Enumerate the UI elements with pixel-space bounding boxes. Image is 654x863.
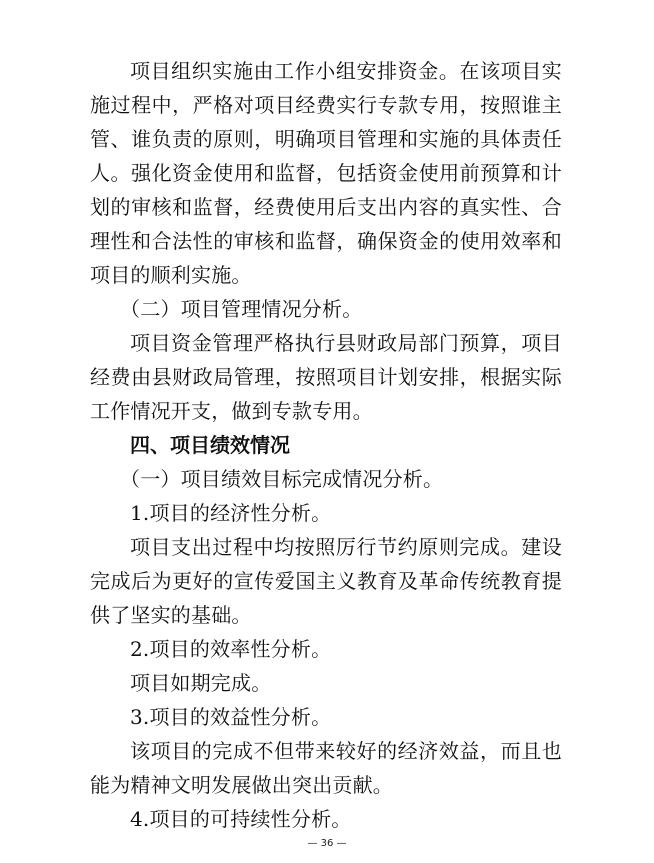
subheading-management-analysis: （二）项目管理情况分析。 [120, 297, 363, 321]
paragraph-budget-execution: 项目资金管理严格执行县财政局部门预算，项目经费由县财政局管理，按照项目计划安排，根据实际工作情况开支，做到专款专用。 [90, 331, 562, 423]
paragraph-efficiency: 项目如期完成。 [130, 671, 272, 695]
item-sustainability-analysis: 4.项目的可持续性分析。 [130, 807, 352, 831]
document-page [90, 54, 562, 836]
paragraph-economy: 项目支出过程中均按照厉行节约原则完成。建设完成后为更好的宣传爱国主义教育及革命传统教育提供了坚实的基础。 [90, 535, 562, 627]
item-benefit-analysis: 3.项目的效益性分析。 [130, 705, 332, 729]
page-number: — 36 — [307, 838, 347, 849]
item-efficiency-analysis: 2.项目的效率性分析。 [130, 637, 332, 661]
subheading-goal-completion: （一）项目绩效目标完成情况分析。 [120, 467, 444, 491]
item-economy-analysis: 1.项目的经济性分析。 [130, 501, 332, 525]
paragraph-benefit: 该项目的完成不但带来较好的经济效益，而且也能为精神文明发展做出突出贡献。 [90, 739, 562, 797]
section-heading-performance: 四、项目绩效情况 [130, 433, 290, 457]
paragraph-fund-management: 项目组织实施由工作小组安排资金。在该项目实施过程中，严格对项目经费实行专款专用，按照谁主管、谁负责的原则，明确项目管理和实施的具体责任人。强化资金使用和监督，包括资金使用前预算和计划的审核和监督，经费使用后支出内容的真实性、合理性和合法性的审核和监督，确保资金的使用效率和项目的顺利实施。 [90, 59, 562, 287]
